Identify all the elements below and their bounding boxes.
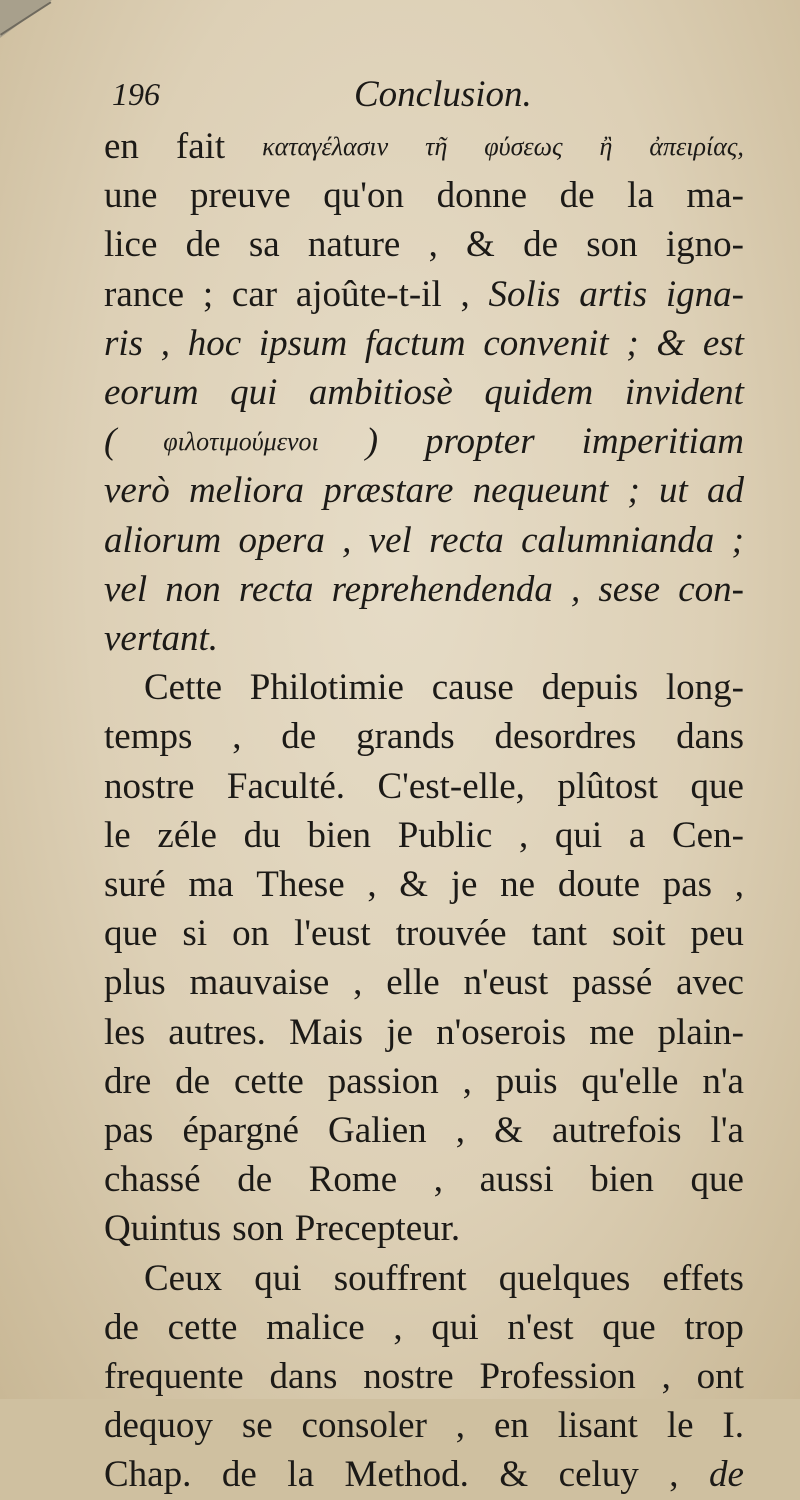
page-text-block bbox=[104, 70, 744, 1500]
word: sese bbox=[598, 568, 661, 610]
word: l'eust bbox=[294, 913, 371, 955]
word: verò bbox=[104, 470, 170, 512]
word: souffrent bbox=[333, 1257, 467, 1299]
word: dequoy bbox=[104, 1405, 213, 1447]
word: pas bbox=[662, 864, 713, 906]
word: hoc bbox=[187, 322, 242, 364]
word: cause bbox=[431, 667, 514, 709]
word: convenit bbox=[483, 322, 609, 364]
word: plus bbox=[104, 962, 166, 1004]
word: con- bbox=[678, 568, 744, 610]
body-text bbox=[104, 122, 744, 1500]
text-line bbox=[104, 663, 744, 712]
text-line bbox=[104, 1008, 744, 1057]
word: est bbox=[702, 322, 744, 364]
text-line bbox=[104, 909, 744, 958]
word: n'eust bbox=[463, 962, 549, 1004]
word: aliorum bbox=[104, 519, 222, 561]
word: , bbox=[734, 864, 744, 906]
word: de bbox=[281, 716, 317, 758]
word: la bbox=[287, 1454, 314, 1496]
word: & bbox=[399, 864, 429, 906]
text-line bbox=[104, 811, 744, 860]
word: depuis bbox=[541, 667, 639, 709]
word: igno- bbox=[665, 224, 744, 266]
word: long- bbox=[665, 667, 744, 709]
word: avec bbox=[676, 962, 744, 1004]
word: invident bbox=[624, 372, 744, 414]
word: se bbox=[241, 1405, 273, 1447]
word: rance bbox=[104, 273, 185, 315]
word: & bbox=[466, 224, 495, 266]
word: Cen- bbox=[671, 814, 744, 856]
word: ut bbox=[658, 470, 688, 512]
word: mauvaise bbox=[189, 962, 330, 1004]
word: meliora bbox=[188, 470, 305, 512]
word: ; bbox=[627, 470, 640, 512]
text-line bbox=[104, 614, 744, 663]
text-line bbox=[104, 1303, 744, 1352]
word: , bbox=[669, 1454, 679, 1496]
word: I. bbox=[722, 1405, 744, 1447]
word: passion bbox=[327, 1060, 439, 1102]
word: consoler bbox=[301, 1405, 427, 1447]
word: φύσεως bbox=[484, 132, 563, 161]
word: son bbox=[586, 224, 638, 266]
text-line bbox=[104, 860, 744, 909]
word: de bbox=[104, 1306, 139, 1348]
word: qui bbox=[254, 1257, 302, 1299]
word: du bbox=[243, 814, 281, 856]
text-line bbox=[104, 762, 744, 811]
word: artis bbox=[579, 273, 648, 315]
text-line bbox=[104, 466, 744, 515]
word: vel bbox=[104, 568, 148, 610]
word: nequeunt bbox=[472, 470, 609, 512]
word: de bbox=[175, 1060, 211, 1102]
word: celuy bbox=[558, 1454, 639, 1496]
word: zéle bbox=[157, 814, 217, 856]
text-line bbox=[104, 270, 744, 319]
word: donne bbox=[436, 175, 527, 217]
word: Public bbox=[397, 814, 493, 856]
running-title: Conclusion. bbox=[354, 74, 532, 115]
word: car bbox=[231, 273, 278, 315]
word: temps bbox=[104, 716, 193, 758]
word: These bbox=[256, 864, 345, 906]
word: de bbox=[221, 1454, 257, 1496]
word: ipsum bbox=[258, 322, 348, 364]
word: aussi bbox=[479, 1159, 554, 1201]
word: en bbox=[104, 126, 139, 167]
word: pas bbox=[104, 1110, 154, 1152]
word: l'a bbox=[710, 1110, 744, 1152]
word: une bbox=[104, 175, 158, 217]
word: la bbox=[627, 175, 654, 217]
word: ont bbox=[696, 1356, 744, 1398]
word: , bbox=[455, 1405, 466, 1447]
word: imperitiam bbox=[581, 421, 744, 463]
text-line bbox=[104, 565, 744, 614]
text-line bbox=[104, 1352, 744, 1401]
word: ma- bbox=[686, 175, 744, 217]
word: Chap. bbox=[104, 1454, 192, 1496]
word: , bbox=[232, 716, 242, 758]
word: igna- bbox=[665, 273, 744, 315]
word: ( bbox=[104, 421, 117, 463]
word: quelques bbox=[498, 1257, 631, 1299]
word: ; bbox=[202, 273, 214, 315]
word: doute bbox=[557, 864, 641, 906]
word: factum bbox=[364, 322, 466, 364]
word: eorum bbox=[104, 372, 199, 414]
text-line bbox=[104, 1254, 744, 1303]
word: , bbox=[460, 273, 470, 315]
word: n'a bbox=[702, 1060, 744, 1102]
word: je bbox=[450, 864, 478, 906]
word: que bbox=[690, 1159, 744, 1201]
word: & bbox=[499, 1454, 529, 1496]
word: , bbox=[661, 1356, 671, 1398]
word: soit bbox=[612, 913, 666, 955]
word: le bbox=[104, 814, 131, 856]
word: frequente bbox=[104, 1356, 244, 1398]
word: effets bbox=[662, 1257, 744, 1299]
word: de bbox=[559, 175, 595, 217]
word: Profession bbox=[479, 1356, 636, 1398]
word: Rome bbox=[308, 1159, 398, 1201]
word: bien bbox=[590, 1159, 654, 1201]
word: chassé bbox=[104, 1159, 201, 1201]
word: que bbox=[104, 913, 158, 955]
word: lice bbox=[104, 224, 158, 266]
word: trop bbox=[684, 1306, 744, 1348]
word: dre bbox=[104, 1060, 152, 1102]
word: que bbox=[690, 765, 744, 807]
word: τῆ bbox=[425, 132, 448, 161]
word: de bbox=[709, 1454, 744, 1496]
word: les bbox=[104, 1011, 146, 1053]
word: φιλοτιμούμενοι bbox=[163, 427, 319, 457]
word: le bbox=[666, 1405, 694, 1447]
word: propter bbox=[424, 421, 535, 463]
word: Galien bbox=[328, 1110, 427, 1152]
word: ἀπειρίας, bbox=[649, 132, 744, 161]
page-header bbox=[104, 70, 744, 122]
word: ris bbox=[104, 322, 144, 364]
word: trouvée bbox=[395, 913, 507, 955]
word: recta bbox=[429, 519, 504, 561]
word: qui bbox=[554, 814, 603, 856]
word: Mais bbox=[289, 1011, 364, 1053]
word: elle bbox=[386, 962, 440, 1004]
word: qui bbox=[230, 372, 278, 414]
word: épargné bbox=[182, 1110, 299, 1152]
word: malice bbox=[266, 1306, 365, 1348]
word: vel bbox=[368, 519, 412, 561]
word: grands bbox=[356, 716, 455, 758]
word: , bbox=[518, 814, 529, 856]
word: suré bbox=[104, 864, 166, 906]
word: nostre bbox=[363, 1356, 454, 1398]
word: , bbox=[342, 519, 352, 561]
word: dans bbox=[269, 1356, 338, 1398]
word: ambitiosè bbox=[308, 372, 453, 414]
word: opera bbox=[238, 519, 325, 561]
word: , bbox=[455, 1110, 465, 1152]
word: Ceux bbox=[144, 1257, 223, 1299]
word: nostre bbox=[104, 765, 195, 807]
word: lisant bbox=[557, 1405, 638, 1447]
word: si bbox=[182, 913, 208, 955]
text-line bbox=[104, 220, 744, 269]
text-line bbox=[104, 319, 744, 368]
word: autres. bbox=[168, 1011, 266, 1053]
word: præstare bbox=[323, 470, 454, 512]
word: bien bbox=[307, 814, 372, 856]
word: καταγέλασιν bbox=[262, 132, 389, 161]
word: & bbox=[656, 322, 686, 364]
word: vertant. bbox=[104, 618, 219, 660]
word: qu'elle bbox=[581, 1060, 679, 1102]
word: Faculté. bbox=[226, 765, 346, 807]
word: son bbox=[232, 1208, 284, 1250]
word: sa bbox=[248, 224, 280, 266]
text-line bbox=[104, 958, 744, 1007]
word: n'est bbox=[507, 1306, 574, 1348]
word: quidem bbox=[484, 372, 594, 414]
word: , bbox=[571, 568, 581, 610]
word: qu'on bbox=[323, 175, 404, 217]
text-line bbox=[104, 1450, 744, 1499]
word: tant bbox=[531, 913, 588, 955]
word: fait bbox=[175, 126, 226, 167]
word: Method. bbox=[344, 1454, 469, 1496]
word: , bbox=[428, 224, 438, 266]
word: Precepteur. bbox=[294, 1208, 461, 1250]
word: , bbox=[353, 962, 363, 1004]
word: calumnianda bbox=[521, 519, 715, 561]
word: ajoûte-t-il bbox=[295, 273, 442, 315]
word: puis bbox=[495, 1060, 558, 1102]
word: Philotimie bbox=[249, 667, 404, 709]
word: ne bbox=[500, 864, 536, 906]
word: n'oserois bbox=[436, 1011, 567, 1053]
word: autrefois bbox=[552, 1110, 682, 1152]
text-line bbox=[104, 516, 744, 565]
word: passé bbox=[572, 962, 653, 1004]
word: C'est-elle, bbox=[377, 765, 525, 807]
word: , bbox=[462, 1060, 472, 1102]
word: , bbox=[367, 864, 377, 906]
word: que bbox=[602, 1306, 656, 1348]
word: ; bbox=[731, 519, 744, 561]
word: ) bbox=[365, 421, 379, 463]
word: , bbox=[433, 1159, 443, 1201]
word: cette bbox=[234, 1060, 304, 1102]
word: Cette bbox=[144, 667, 223, 709]
text-line bbox=[104, 171, 744, 220]
word: recta bbox=[238, 568, 314, 610]
word: dans bbox=[676, 716, 744, 758]
word: ma bbox=[188, 864, 234, 906]
word: desordres bbox=[494, 716, 637, 758]
word: a bbox=[628, 814, 646, 856]
word: nature bbox=[307, 224, 401, 266]
word: Quintus bbox=[104, 1208, 222, 1250]
word: preuve bbox=[190, 175, 291, 217]
word: cette bbox=[167, 1306, 238, 1348]
page-number: 196 bbox=[112, 76, 160, 112]
text-line bbox=[104, 1106, 744, 1155]
word: peu bbox=[690, 913, 744, 955]
word: plûtost bbox=[557, 765, 659, 807]
word: ad bbox=[706, 470, 744, 512]
text-line bbox=[104, 417, 744, 466]
text-line bbox=[104, 712, 744, 761]
word: de bbox=[237, 1159, 273, 1201]
text-line bbox=[104, 1401, 744, 1450]
word: ἢ bbox=[599, 132, 613, 161]
text-line bbox=[104, 122, 744, 171]
word: je bbox=[386, 1011, 413, 1053]
word: non bbox=[165, 568, 221, 610]
word: qui bbox=[431, 1306, 479, 1348]
word: & bbox=[494, 1110, 523, 1152]
word: Solis bbox=[488, 273, 561, 315]
word: , bbox=[160, 322, 171, 364]
word: ; bbox=[626, 322, 639, 364]
text-line bbox=[104, 368, 744, 417]
text-line bbox=[104, 1204, 744, 1253]
word: on bbox=[232, 913, 270, 955]
word: en bbox=[493, 1405, 529, 1447]
word: plain- bbox=[657, 1011, 744, 1053]
word: reprehendenda bbox=[331, 568, 553, 610]
word: me bbox=[589, 1011, 635, 1053]
word: , bbox=[393, 1306, 403, 1348]
text-line bbox=[104, 1057, 744, 1106]
text-line bbox=[104, 1155, 744, 1204]
word: de bbox=[523, 224, 558, 266]
word: de bbox=[185, 224, 221, 266]
